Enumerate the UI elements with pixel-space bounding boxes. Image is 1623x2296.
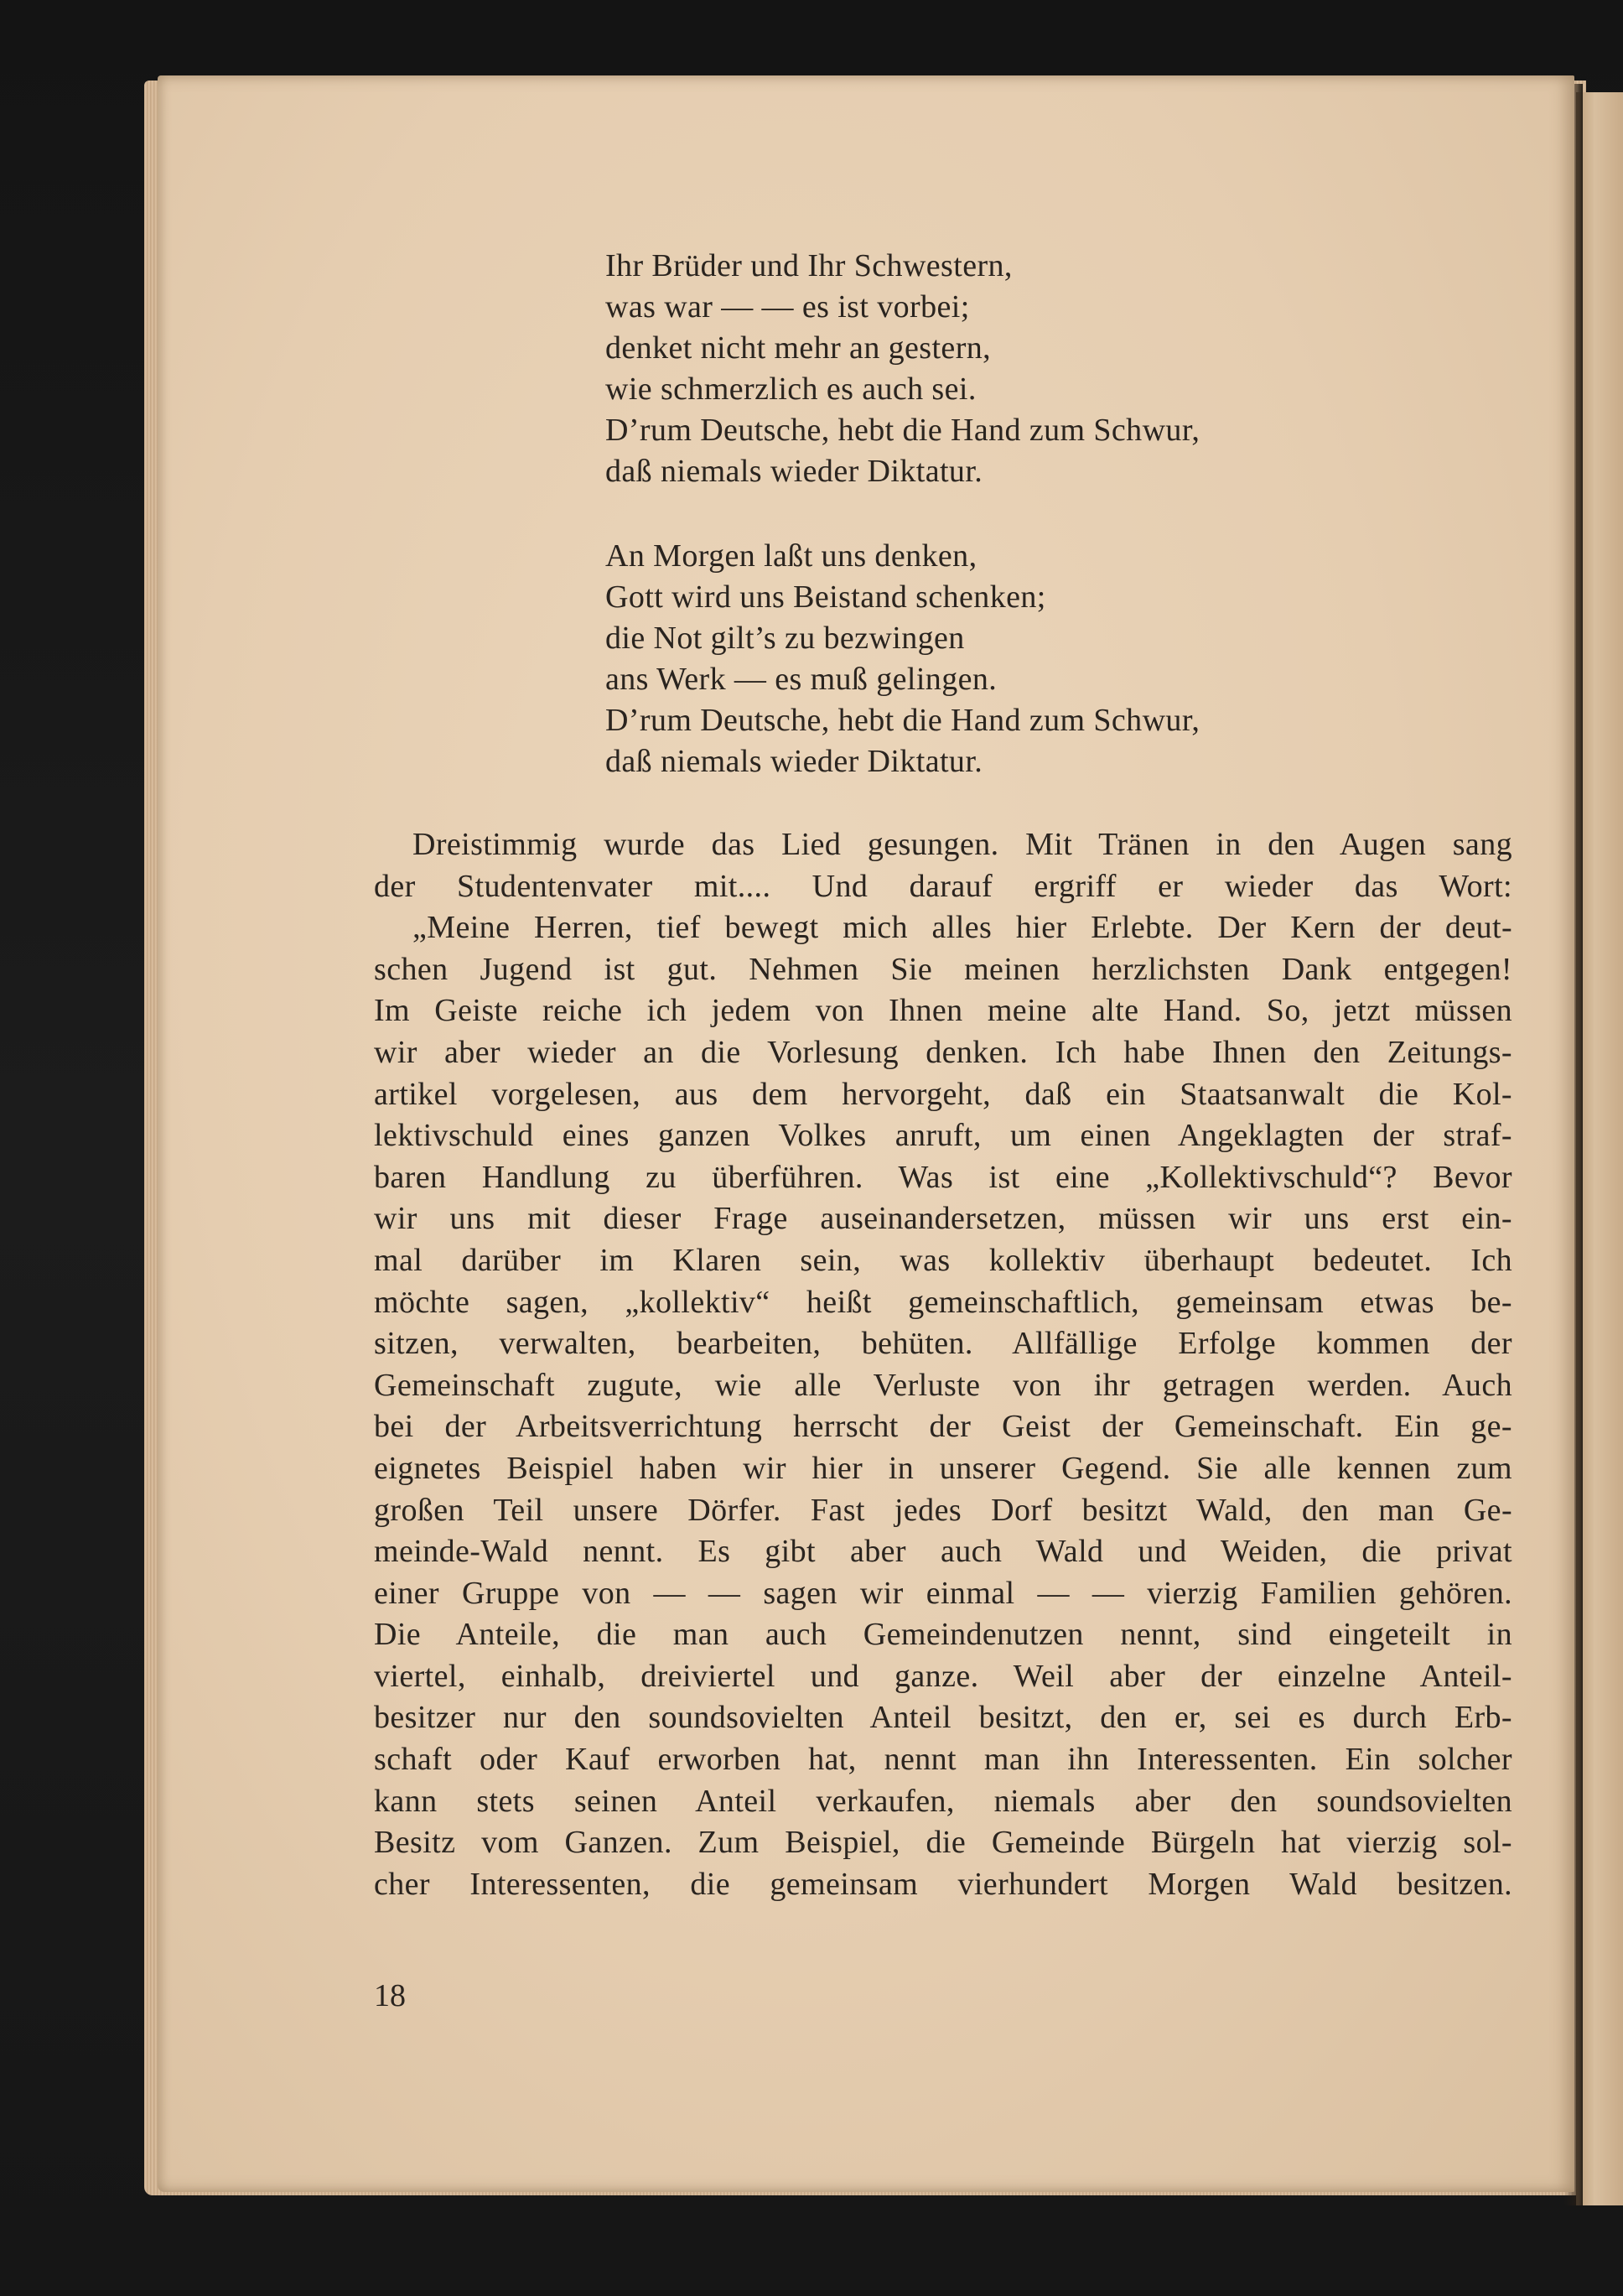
page-number: 18 bbox=[374, 1978, 406, 2013]
verse-line: An Morgen laßt uns denken, bbox=[605, 538, 977, 574]
prose-line: schaft oder Kauf erworben hat, nennt man ihn Interessenten. Ein solcher bbox=[374, 1742, 1512, 1778]
verse-line: daß niemals wieder Diktatur. bbox=[605, 744, 983, 779]
prose-line: baren Handlung zu überführen. Was ist eine „Kollektivschuld“? Bevor bbox=[374, 1159, 1512, 1195]
prose-line: viertel, einhalb, dreiviertel und ganze. Weil aber der einzelne Anteil- bbox=[374, 1658, 1512, 1694]
prose-line: bei der Arbeitsverrichtung herrscht der Geist der Gemeinschaft. Ein ge- bbox=[374, 1409, 1512, 1445]
facing-page-edge bbox=[1576, 92, 1623, 2205]
verse-line: wie schmerzlich es auch sei. bbox=[605, 371, 977, 407]
verse-line: D’rum Deutsche, hebt die Hand zum Schwur, bbox=[605, 703, 1200, 738]
prose-line: einer Gruppe von — — sagen wir einmal — — vierzig Familien gehören. bbox=[374, 1575, 1512, 1611]
prose-line: meinde-Wald nennt. Es gibt aber auch Wald und Weiden, die privat bbox=[374, 1534, 1512, 1570]
prose-line: wir aber wieder an die Vorlesung denken. Ich habe Ihnen den Zeitungs- bbox=[374, 1034, 1512, 1070]
prose-line: mal darüber im Klaren sein, was kollektiv überhaupt bedeutet. Ich bbox=[374, 1242, 1512, 1278]
prose-line: lektivschuld eines ganzen Volkes anruft, um einen Angeklagten der straf- bbox=[374, 1118, 1512, 1154]
verse-line: D’rum Deutsche, hebt die Hand zum Schwur, bbox=[605, 413, 1200, 448]
verse-line: ans Werk — es muß gelingen. bbox=[605, 662, 998, 697]
prose-line: schen Jugend ist gut. Nehmen Sie meinen herzlichsten Dank entgegen! bbox=[374, 951, 1512, 987]
prose-line: Gemeinschaft zugute, wie alle Verluste von ihr getragen werden. Auch bbox=[374, 1367, 1512, 1403]
prose-line: „Meine Herren, tief bewegt mich alles hier Erlebte. Der Kern der deut- bbox=[412, 910, 1512, 946]
verse-line: Gott wird uns Beistand schenken; bbox=[605, 579, 1046, 615]
prose-body bbox=[374, 824, 1512, 1905]
prose-line: großen Teil unsere Dörfer. Fast jedes Dorf besitzt Wald, den man Ge- bbox=[374, 1492, 1512, 1528]
verse-line: daß niemals wieder Diktatur. bbox=[605, 454, 983, 489]
verse-line: die Not gilt’s zu bezwingen bbox=[605, 621, 965, 656]
verse-stanza-1 bbox=[605, 246, 1360, 492]
prose-line: kann stets seinen Anteil verkaufen, niemals aber den soundsovielten bbox=[374, 1783, 1512, 1819]
prose-line: der Studentenvater mit.... Und darauf ergriff er wieder das Wort: bbox=[374, 868, 1512, 904]
prose-line: cher Interessenten, die gemeinsam vierhundert Morgen Wald besitzen. bbox=[374, 1866, 1512, 1902]
prose-line: Dreistimmig wurde das Lied gesungen. Mit Tränen in den Augen sang bbox=[412, 827, 1512, 862]
prose-line: Im Geiste reiche ich jedem von Ihnen meine alte Hand. So, jetzt müssen bbox=[374, 993, 1512, 1029]
verse-line: denket nicht mehr an gestern, bbox=[605, 330, 992, 366]
prose-line: Besitz vom Ganzen. Zum Beispiel, die Gemeinde Bürgeln hat vierzig sol- bbox=[374, 1825, 1512, 1861]
verse-line: was war — — es ist vorbei; bbox=[605, 289, 970, 325]
prose-line: sitzen, verwalten, bearbeiten, behüten. Allfällige Erfolge kommen der bbox=[374, 1326, 1512, 1362]
verse-stanza-2 bbox=[605, 536, 1360, 782]
verse-line: Ihr Brüder und Ihr Schwestern, bbox=[605, 248, 1013, 283]
prose-line: artikel vorgelesen, aus dem hervorgeht, daß ein Staatsanwalt die Kol- bbox=[374, 1076, 1512, 1112]
prose-line: eignetes Beispiel haben wir hier in unserer Gegend. Sie alle kennen zum bbox=[374, 1450, 1512, 1486]
prose-line: Die Anteile, die man auch Gemeindenutzen nennt, sind eingeteilt in bbox=[374, 1617, 1512, 1653]
prose-line: möchte sagen, „kollektiv“ heißt gemeinschaftlich, gemeinsam etwas be- bbox=[374, 1284, 1512, 1320]
prose-line: besitzer nur den soundsovielten Anteil besitzt, den er, sei es durch Erb- bbox=[374, 1700, 1512, 1736]
prose-line: wir uns mit dieser Frage auseinandersetzen, müssen wir uns erst ein- bbox=[374, 1201, 1512, 1237]
